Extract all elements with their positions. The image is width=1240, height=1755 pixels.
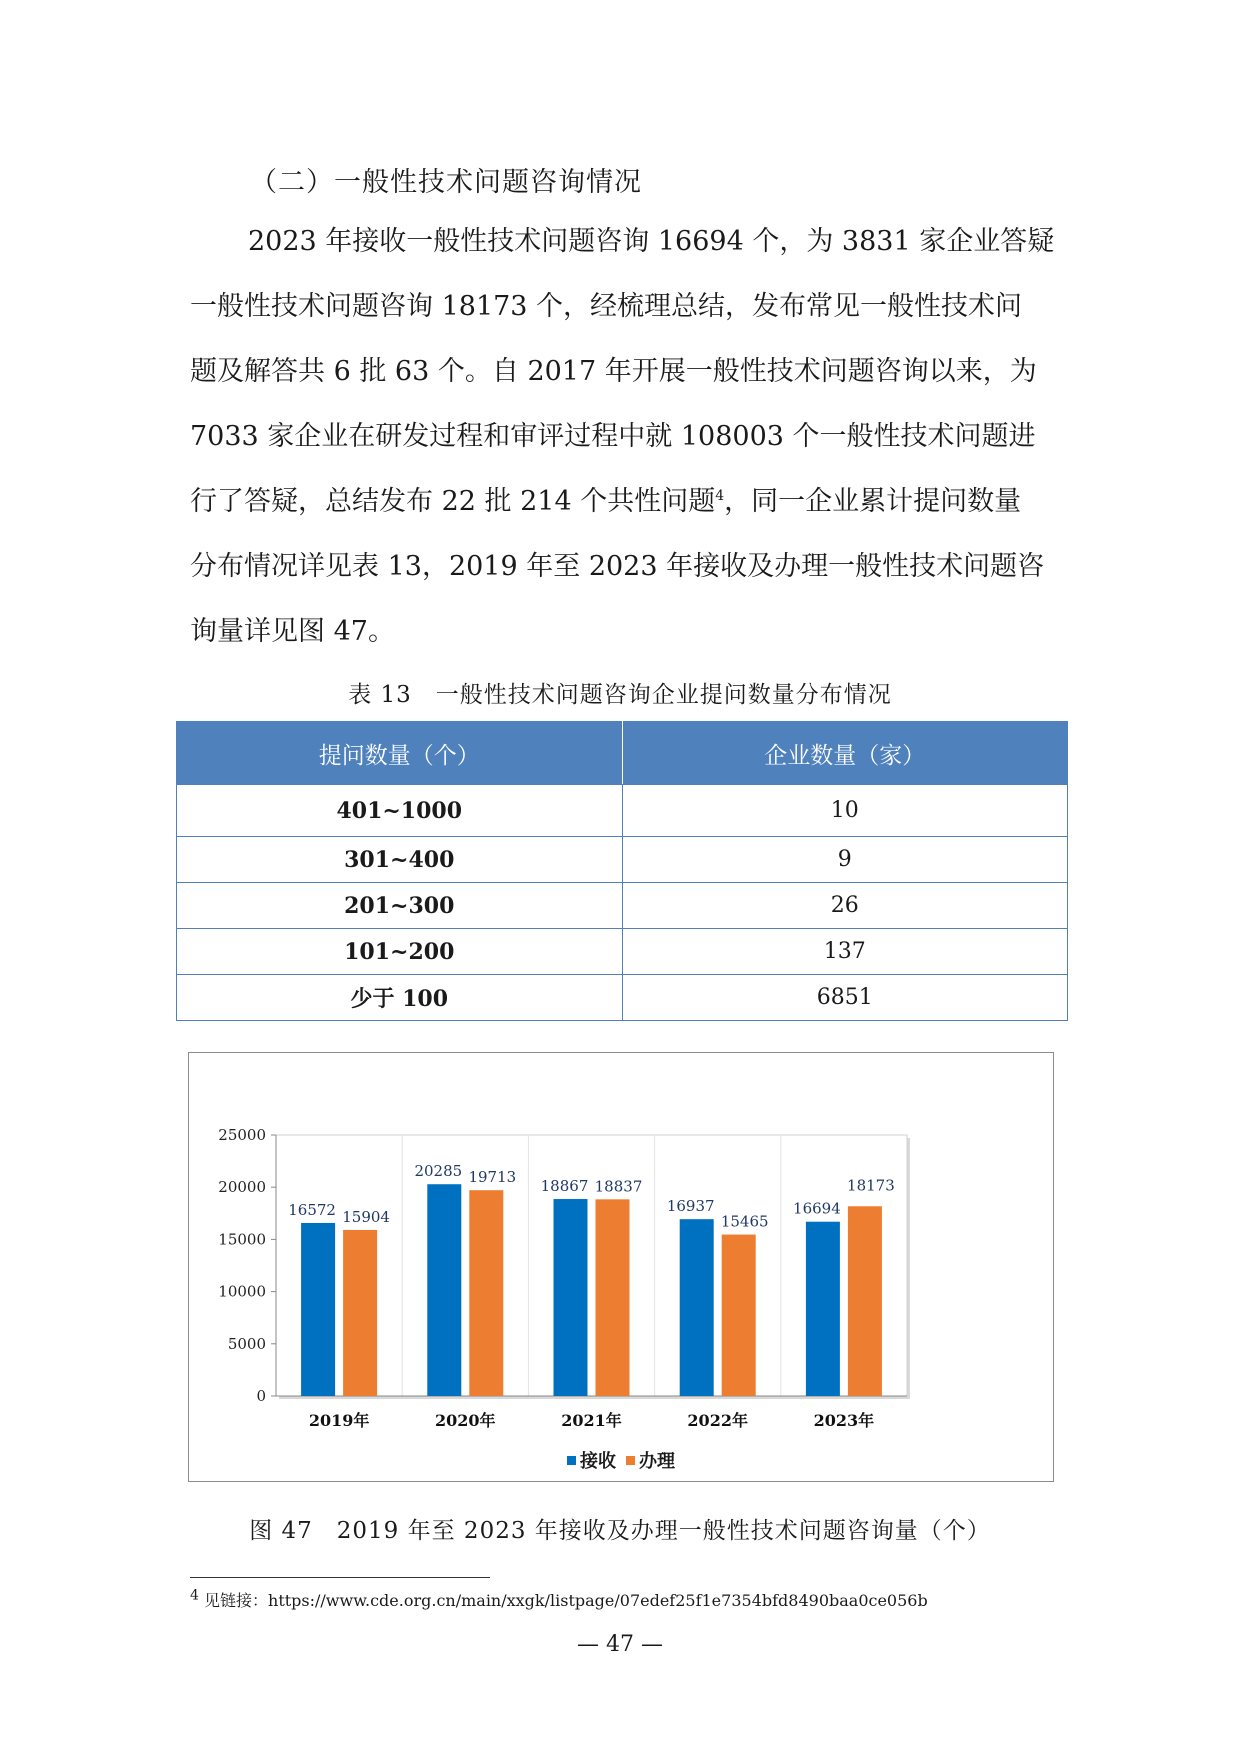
table-header-row — [177, 722, 1068, 785]
question-distribution-table — [176, 721, 1068, 1021]
count-cell: 26 — [622, 883, 1068, 929]
chart-legend — [189, 1447, 1053, 1473]
legend-item — [567, 1447, 616, 1473]
paragraph-line: 题及解答共 6 批 63 个。自 2017 年开展一般性技术问题咨询以来，为 — [190, 356, 1037, 387]
paragraph-line: 分布情况详见表 13，2019 年至 2023 年接收及办理一般性技术问题咨 — [190, 551, 1045, 582]
bar-handled — [343, 1230, 377, 1396]
legend-swatch — [567, 1456, 576, 1465]
bar-handled — [596, 1199, 630, 1396]
figure-caption: 图 47 2019 年至 2023 年接收及办理一般性技术问题咨询量（个） — [249, 1518, 991, 1544]
table-row — [177, 785, 1068, 837]
data-label: 15465 — [720, 1212, 769, 1231]
paragraph-line: 一般性技术问题咨询 18173 个，经梳理总结，发布常见一般性技术问 — [190, 291, 1023, 322]
y-tick-label: 15000 — [218, 1230, 266, 1249]
legend-label: 办理 — [639, 1451, 675, 1472]
data-label: 18867 — [540, 1177, 589, 1196]
chart-frame — [188, 1052, 1054, 1482]
table-header-cell: 提问数量（个） — [177, 722, 623, 785]
data-label: 15904 — [342, 1207, 390, 1226]
bar-received — [554, 1199, 588, 1396]
bar-chart — [189, 1053, 1053, 1481]
paragraph-line: 7033 家企业在研发过程和审评过程中就 108003 个一般性技术问题进 — [190, 421, 1036, 452]
count-cell: 6851 — [622, 975, 1068, 1021]
x-tick-label: 2022年 — [687, 1411, 748, 1430]
bar-received — [427, 1184, 461, 1396]
count-cell: 10 — [622, 785, 1068, 837]
body-paragraph — [190, 222, 1060, 677]
x-tick-label: 2021年 — [561, 1411, 622, 1430]
y-tick-label: 20000 — [218, 1178, 266, 1197]
legend-label: 接收 — [580, 1451, 616, 1472]
paragraph-line: 询量详见图 47。 — [190, 616, 395, 647]
table-row — [177, 975, 1068, 1021]
x-tick-label: 2019年 — [308, 1411, 370, 1430]
footnote — [190, 1588, 928, 1611]
table-row — [177, 883, 1068, 929]
section-heading: （二）一般性技术问题咨询情况 — [250, 167, 642, 198]
table-row — [177, 837, 1068, 883]
data-label: 19713 — [468, 1168, 517, 1187]
bar-handled — [722, 1235, 756, 1396]
paragraph-line: 2023 年接收一般性技术问题咨询 16694 个，为 3831 家企业答疑 — [248, 226, 1055, 257]
footnote-reference[interactable]: 4 — [715, 488, 725, 504]
footnote-number: 4 — [190, 1587, 199, 1604]
range-cell: 201~300 — [177, 883, 623, 929]
count-cell: 137 — [622, 929, 1068, 975]
legend-swatch — [626, 1456, 635, 1465]
data-label: 20285 — [414, 1162, 463, 1181]
range-cell: 301~400 — [177, 837, 623, 883]
bar-handled — [848, 1206, 882, 1396]
x-tick-label: 2020年 — [435, 1411, 496, 1430]
bar-handled — [469, 1190, 503, 1396]
y-tick-label: 5000 — [227, 1334, 266, 1353]
y-tick-label: 0 — [256, 1387, 266, 1405]
data-label: 18173 — [847, 1176, 895, 1195]
footnote-divider — [190, 1577, 490, 1578]
bar-received — [680, 1219, 714, 1396]
data-label: 16572 — [288, 1200, 336, 1219]
bar-received — [806, 1222, 840, 1396]
x-tick-label: 2023年 — [813, 1411, 875, 1430]
paragraph-line: 行了答疑，总结发布 22 批 214 个共性问题$^4$，同一企业累计提问数量 — [190, 486, 1022, 517]
table-row — [177, 929, 1068, 975]
table-caption: 表 13 一般性技术问题咨询企业提问数量分布情况 — [348, 682, 892, 708]
footnote-text[interactable]: 见链接：https://www.cde.org.cn/main/xxgk/listpage/07edef25f1e7354bfd8490baa0ce056b — [204, 1591, 928, 1610]
legend-item — [626, 1447, 675, 1473]
bar-received — [301, 1223, 335, 1396]
data-label: 16694 — [793, 1199, 841, 1218]
range-cell: 401~1000 — [177, 785, 623, 837]
range-cell: 101~200 — [177, 929, 623, 975]
y-tick-label: 10000 — [218, 1282, 266, 1301]
page-number: — 47 — — [577, 1632, 663, 1657]
data-label: 16937 — [666, 1197, 715, 1216]
table-header-cell: 企业数量（家） — [622, 722, 1068, 785]
data-label: 18837 — [594, 1177, 643, 1196]
range-cell: 少于 100 — [177, 975, 623, 1021]
count-cell: 9 — [622, 837, 1068, 883]
y-tick-label: 25000 — [218, 1126, 266, 1144]
